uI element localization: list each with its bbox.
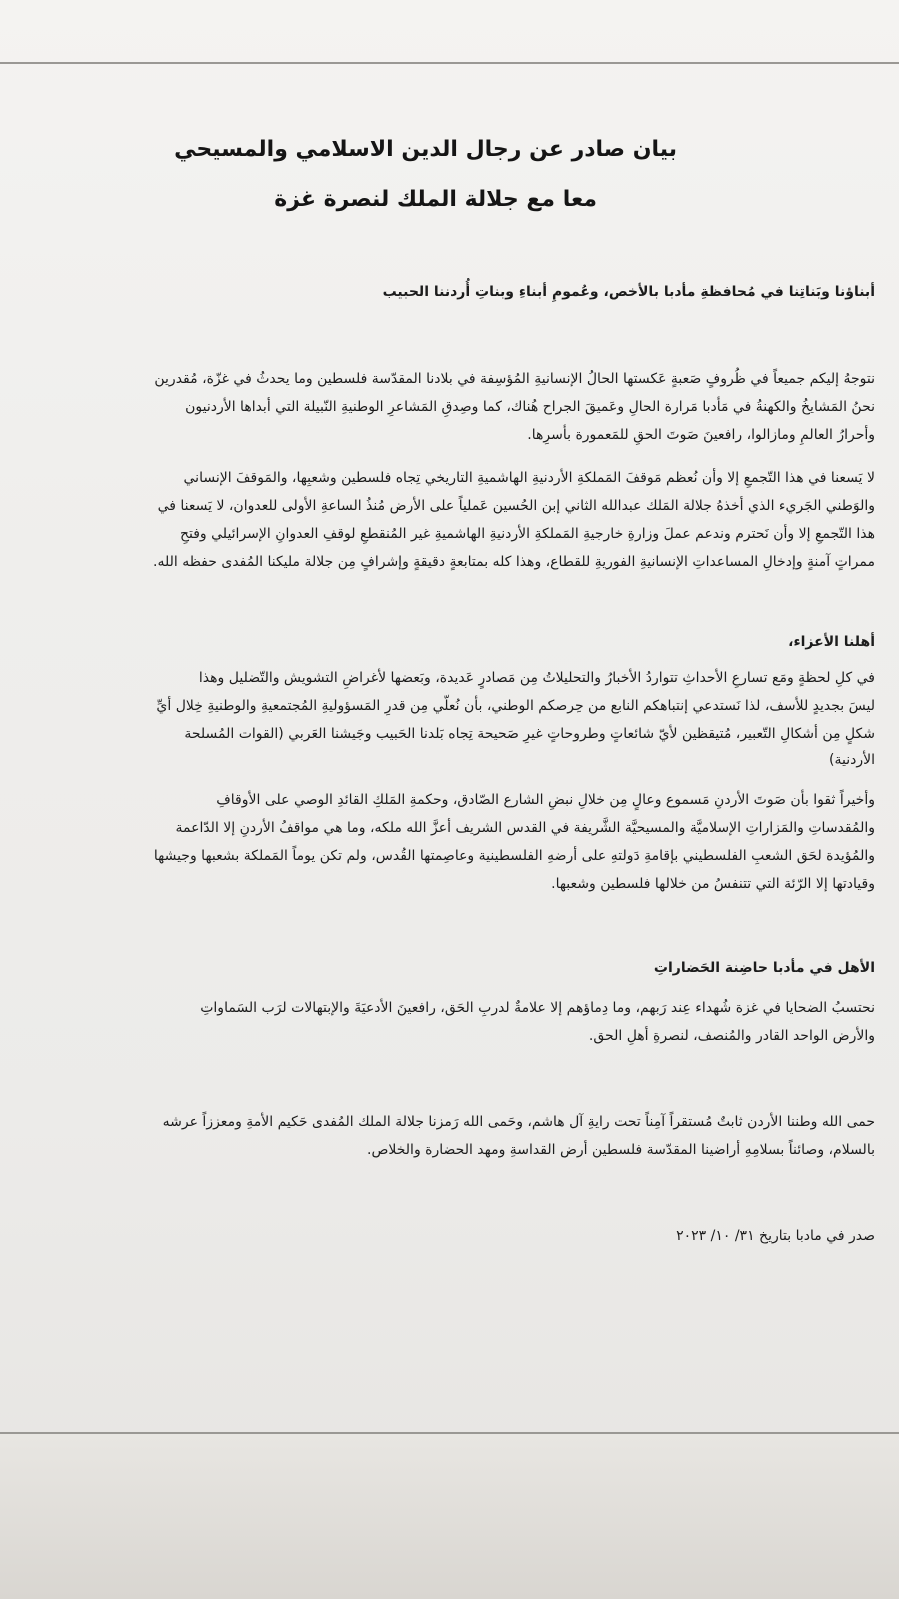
paragraph-5-line-2: والأرض الواحد القادر والمُنصف، لنصرةِ أهلِ الحق. bbox=[588, 1028, 875, 1044]
paragraph-6-line-2: بالسلام، وصائناً بسلامِهِ أراضينا المقدّسة فلسطين أرض القداسةِ ومهد الحضارة والخلاص. bbox=[367, 1142, 875, 1158]
document-subtitle: معا مع جلالة الملك لنصرة غزة bbox=[274, 187, 597, 212]
paragraph-4-line-2: والمُقدساتِ والمَزاراتِ الإسلاميَّة والمسيحيَّة الشَّريفة في القدس الشريف أعزَّ الله ملكه، وما هي مواقفُ الأردنِ إلا الدّاعمة bbox=[175, 820, 875, 836]
salutation-3: الأهل في مأدبا حاضِنة الحَضاراتِ bbox=[653, 960, 875, 976]
paragraph-2-line-4: ممراتٍ آمنةٍ وإدخالِ المساعداتِ الإنسانيةِ الفوريةِ للقطاع، وهذا كله بمتابعةٍ دقيقةٍ وإشرافٍ مِن جلالة مليكنا المُفدى حفظه الله. bbox=[153, 554, 875, 570]
paragraph-4-line-3: والمُؤيدة لحَق الشعبِ الفلسطيني بإقامةِ دَولتهِ على أرضهِ الفلسطينية وعاصِمتها القُدس، ولم تكن يوماً المَملكة بشعبها وجيشها bbox=[153, 848, 875, 864]
top-fold-line bbox=[0, 62, 899, 64]
paragraph-3-line-1: في كلِ لحظةٍ ومَع تسارعِ الأحداثِ تتواردُ الأخبارُ والتحليلاتُ مِن مَصادرٍ عَديدة، وبَعضها لأغراضِ التشويش والتّضليل وهذا bbox=[198, 670, 875, 686]
paragraph-6-line-1: حمى الله وطننا الأردن ثابتٌ مُستقراً آمِناً تحت رايةِ آل هاشم، وحَمى الله رَمزنا جلالة الملك المُفدى حَكيم الأمةِ ومعززاً عرشه bbox=[162, 1114, 875, 1130]
paragraph-2-line-1: لا يَسعنا في هذا التّجمعِ إلا وأن نُعظم مَوقفَ المَملكةِ الأردنيةِ الهاشميةِ التاريخي تِجاه فلسطين وشعبِها، والمَوقفَ الإنساني bbox=[183, 470, 875, 486]
paragraph-3-line-2: ليسَ بجديدٍ للأسف، لذا نَستدعي إنتباهكم النابع من حِرصكم الوطني، بأن نُعلّي مِن قدرِ المَسؤوليةِ المُجتمعيةِ والوطنيةِ خِلال أيِّ bbox=[156, 698, 875, 714]
document-title: بيان صادر عن رجال الدين الاسلامي والمسيحي bbox=[174, 137, 677, 162]
salutation-2: أهلنا الأعزاء، bbox=[788, 634, 875, 650]
paragraph-5-line-1: نحتسبُ الضحايا في غزة شُهداء عِند رَبهم، وما دِماؤهم إلا علامةٌ لدربِ الحَق، رافعينَ الأدعيَةَ والإبتهالات لرَب السَماواتِ bbox=[200, 1000, 875, 1016]
paragraph-3-line-4: الأردنية) bbox=[829, 752, 875, 768]
paragraph-1-line-3: وأحرارُ العالمِ ومازالوا، رافعينَ صَوتَ الحقِ للمَعمورة بأسرِها. bbox=[527, 427, 875, 443]
paragraph-3-line-3: شكلٍ مِن أشكالِ التّعبير، مُتيقظين لأيّ شائعاتٍ وطروحاتٍ غيرِ صَحيحة تِجاه بَلدنا الحَبيب وجَيشنا العَربي (القوات المُسلحة bbox=[184, 726, 875, 742]
paper-bottom-strip bbox=[0, 1434, 899, 1599]
paragraph-4-line-4: وقيادتها إلا الرّئة التي تتنفسُ من خلالها فلسطين وشعبها. bbox=[551, 876, 875, 892]
paragraph-2-line-2: والوَطني الجَريء الذي أخذهُ جلالة المَلك عبدالله الثاني إبن الحُسين عَملياً على الأرض مُنذُ الساعةِ الأولى للعدوان، لا يَسعنا في bbox=[157, 498, 875, 514]
paragraph-4-line-1: وأخيراً ثقوا بأن صَوتَ الأردنِ مَسموع وعالٍ مِن خلالِ نبضِ الشارع الصّادق، وحكمةِ المَلكِ القائدِ الوصي على الأوقافِ bbox=[216, 792, 875, 808]
issued-date: صدر في مادبا بتاريخ ٣١/ ١٠/ ٢٠٢٣ bbox=[676, 1228, 875, 1244]
paragraph-1-line-1: نتوجهُ إليكم جميعاً في ظُروفٍ صَعبةٍ عَكستها الحالُ الإنسانيةِ المُؤسِفة في بلادنا المقدّسة فلسطين وما يحدثُ في غزّة، مُقدرين bbox=[154, 371, 875, 387]
salutation: أبناؤنا وبَناتِنا في مُحافظةِ مأدبا بالأخص، وعُمومِ أبناءِ وبناتِ أُردننا الحبيب bbox=[382, 284, 875, 300]
paragraph-2-line-3: هذا التّجمعِ إلا وأن نَحترم وندعم عملَ وزارةِ خارجيةِ المَملكةِ الأردنيةِ الهاشميةِ غير المُنقطعِ لوقفِ العدوانِ الإسرائيلي وفتحِ bbox=[179, 526, 875, 542]
paragraph-1-line-2: نحنُ المَشايخُ والكهنةُ في مَأدبا مَرارة الحالِ وعَميقَ الجراح هُناك، كما وصِدقِ المَشاعرِ الوطنيةِ النّبيلة التي أبداها الأردنيون bbox=[185, 399, 875, 415]
